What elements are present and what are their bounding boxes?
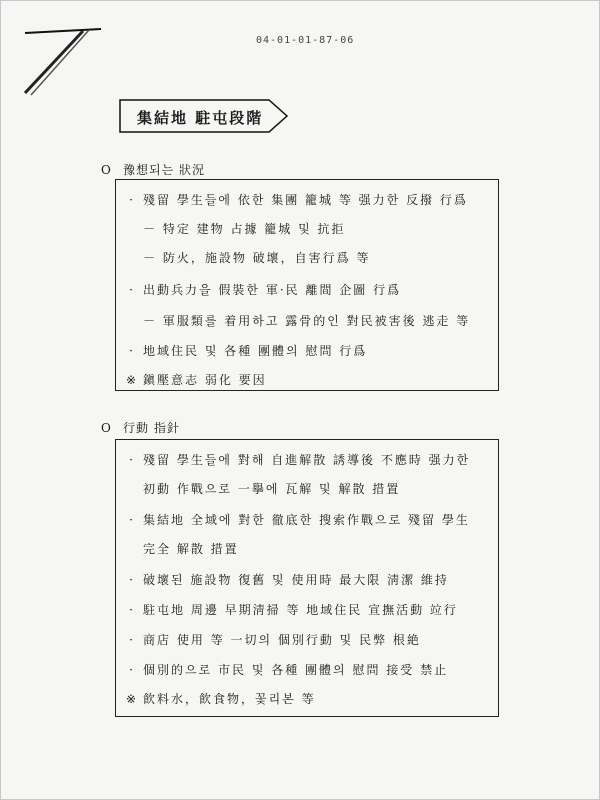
list-item xyxy=(121,511,470,528)
section-heading-guidelines xyxy=(101,419,180,436)
list-item xyxy=(121,312,470,329)
section-bullet: O xyxy=(101,163,112,177)
list-item-text: 破壞된 施設物 復舊 및 使用時 最大限 淸潔 維持 xyxy=(143,573,449,587)
list-marker: · xyxy=(129,573,135,587)
list-item-text: 駐屯地 周邊 早期淸掃 等 地域住民 宣撫活動 竝行 xyxy=(143,603,458,617)
list-item-text: － 特定 建物 占據 籠城 및 抗拒 xyxy=(143,222,346,236)
section-heading-situations xyxy=(101,161,205,178)
list-item-text: 商店 使用 等 一切의 個別行動 및 民弊 根絶 xyxy=(143,633,421,647)
list-marker: · xyxy=(129,283,135,297)
page-title: 集結地 駐屯段階 xyxy=(137,109,264,127)
list-item-text: 殘留 學生들에 依한 集團 籠城 等 强力한 反撥 行爲 xyxy=(143,193,468,207)
list-item xyxy=(121,281,401,298)
list-marker: · xyxy=(129,513,135,527)
list-marker: · xyxy=(129,193,135,207)
list-item xyxy=(121,690,316,707)
list-item-text: － 防火，施設物 破壞，自害行爲 等 xyxy=(143,251,371,265)
list-marker: · xyxy=(129,344,135,358)
list-item xyxy=(121,451,470,468)
list-item xyxy=(121,342,367,359)
list-item-text: 地域住民 및 各種 團體의 慰問 行爲 xyxy=(143,344,368,358)
list-item-text: 完全 解散 措置 xyxy=(143,542,239,556)
list-item-text: 初動 作戰으로 一擧에 瓦解 및 解散 措置 xyxy=(143,482,401,496)
list-item xyxy=(121,540,239,557)
list-item xyxy=(121,220,345,237)
list-marker: · xyxy=(129,663,135,677)
list-item xyxy=(121,249,370,266)
section-heading-text: 行動 指針 xyxy=(123,421,180,435)
list-marker: · xyxy=(129,453,135,467)
section-heading-text: 豫想되는 狀況 xyxy=(123,163,205,177)
list-marker: ※ xyxy=(125,373,139,387)
list-item-text: 集結地 全域에 對한 徹底한 搜索作戰으로 殘留 學生 xyxy=(143,513,470,527)
list-item-text: 個別的으로 市民 및 各種 團體의 慰問 接受 禁止 xyxy=(143,663,449,677)
list-item-text: － 軍服類를 着用하고 露骨的인 對民被害後 逃走 等 xyxy=(143,314,471,328)
list-item xyxy=(121,661,448,678)
document-id: 04-01-01-87-06 xyxy=(256,35,355,46)
list-item-text: 殘留 學生들에 對해 自進解散 誘導後 不應時 强力한 xyxy=(143,453,471,467)
list-item xyxy=(121,480,400,497)
corner-slash-mark xyxy=(23,27,103,97)
list-item xyxy=(121,571,449,588)
list-item xyxy=(121,601,458,618)
list-item-text: 出動兵力을 假裝한 軍·民 離間 企圖 行爲 xyxy=(143,283,402,297)
list-item xyxy=(121,631,421,648)
list-item xyxy=(121,191,468,208)
section-bullet: O xyxy=(101,421,112,435)
list-item-text: 鎭壓意志 弱化 要因 xyxy=(143,373,267,387)
list-item xyxy=(121,371,267,388)
list-marker: · xyxy=(129,603,135,617)
list-marker: ※ xyxy=(125,692,139,706)
list-item-text: 飮料水，飮食物，꽃리본 等 xyxy=(143,692,316,706)
title-box xyxy=(119,99,289,133)
list-marker: · xyxy=(129,633,135,647)
